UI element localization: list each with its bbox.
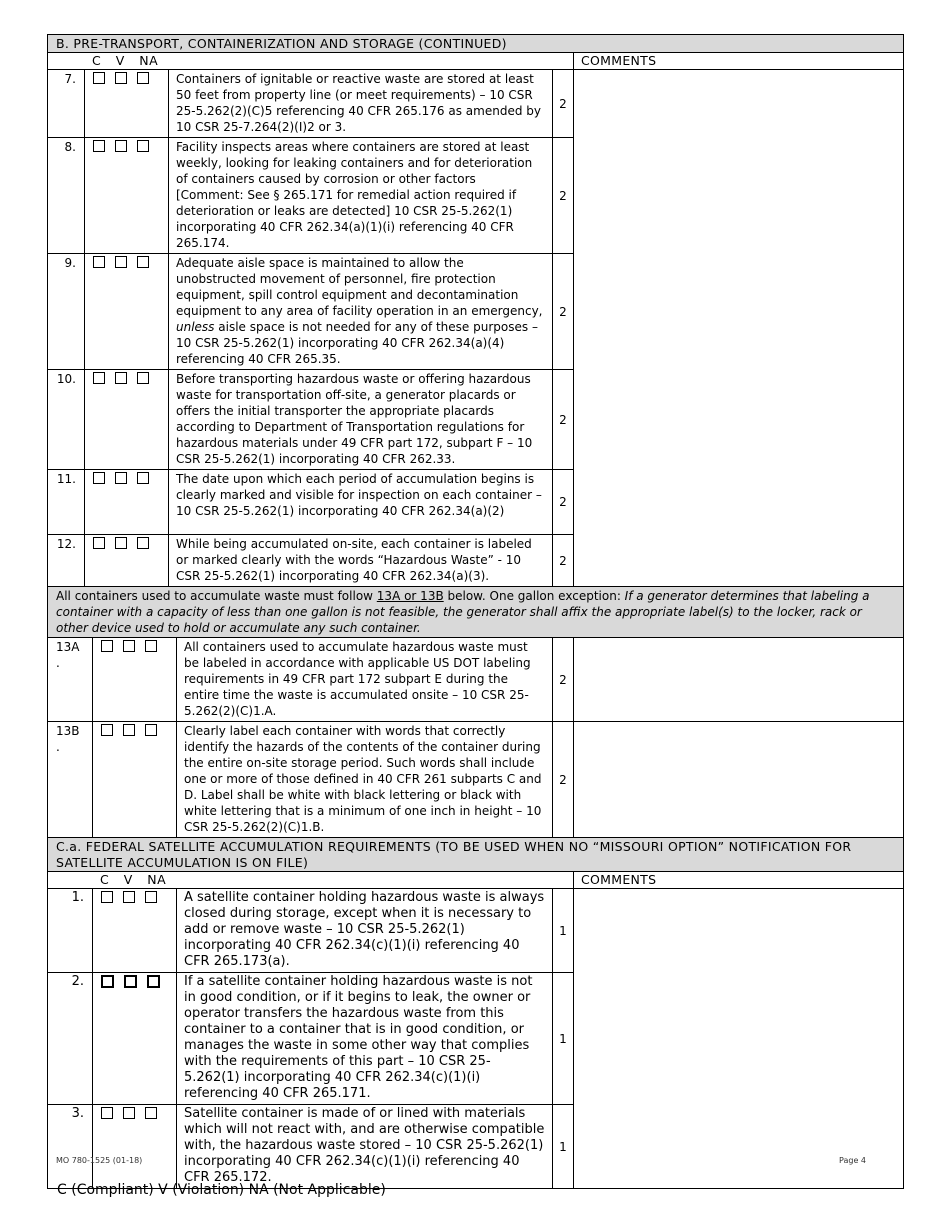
checkbox-violation[interactable]	[115, 537, 127, 549]
item-text: A satellite container holding hazardous waste is always closed during storage, except when it is necessary to add or remove waste – 10 CSR 25-5.262(1) incorporating 40 CFR 262.34(c)(1)(i) referencing 40 CFR 265.173(a).	[177, 889, 553, 973]
item-text: Before transporting hazardous waste or offering hazardous waste for transportation off-site, a generator placards or offers the initial transporter the appropriate placards according to Department of Transportation regulations for hazardous materials under 49 CFR part 172, subpart F – 10 CSR 25-5.262(1) incorporating 40 CFR 262.33.	[169, 370, 553, 470]
section-ca-title: C.a. FEDERAL SATELLITE ACCUMULATION REQUIREMENTS (TO BE USED WHEN NO “MISSOURI OPTION” NOTIFICATION FOR SATELLITE ACCUMULATION IS ON FILE)	[48, 838, 904, 872]
comments-field[interactable]	[574, 722, 904, 838]
item-text: Containers of ignitable or reactive waste are stored at least 50 feet from property line (or meet requirements) – 10 CSR 25-5.262(2)(C)5 referencing 40 CFR 265.176 as amended by 10 CSR 25-7.264(2)(I)2 or 3.	[169, 70, 553, 138]
checkbox-not-applicable[interactable]	[137, 372, 149, 384]
item-points: 2	[553, 470, 574, 535]
checkbox-violation[interactable]	[115, 372, 127, 384]
item-text: Satellite container is made of or lined with materials which will not react with, and are otherwise compatible with, the hazardous waste stored – 10 CSR 25-5.262(1) incorporating 40 CFR 262.34(c)(1)(i) referencing 40 CFR 265.172.	[177, 1105, 553, 1189]
checkbox-compliant[interactable]	[93, 372, 105, 384]
checkbox-not-applicable[interactable]	[137, 140, 149, 152]
cvna-checkboxes	[85, 535, 169, 587]
legend: C (Compliant) V (Violation) NA (Not Applicable)	[57, 1182, 386, 1198]
cvna-checkboxes	[93, 1105, 177, 1189]
checkbox-not-applicable[interactable]	[137, 472, 149, 484]
checkbox-compliant[interactable]	[101, 640, 113, 652]
note-mid: below. One gallon exception:	[443, 589, 625, 603]
item-points: 2	[553, 638, 574, 722]
item-points: 2	[553, 722, 574, 838]
inspection-form	[47, 34, 903, 1189]
item-9-text-italic: unless	[176, 320, 215, 334]
item-number: 1.	[48, 889, 93, 973]
section-b-13-table	[47, 637, 904, 1189]
item-points: 1	[553, 973, 574, 1105]
checkbox-compliant[interactable]	[101, 891, 113, 903]
cvna-checkboxes	[85, 470, 169, 535]
item-number: 2.	[48, 973, 93, 1105]
checkbox-violation[interactable]	[115, 472, 127, 484]
checkbox-compliant[interactable]	[93, 472, 105, 484]
checkbox-violation[interactable]	[115, 140, 127, 152]
note-13a-13b-link: 13A or 13B	[376, 589, 444, 603]
item-9-text-b: aisle space is not needed for any of these purposes – 10 CSR 25-5.262(1) incorporating 40 CFR 262.34(a)(4) referencing 40 CFR 265.35.	[176, 320, 538, 366]
item-points: 2	[553, 70, 574, 138]
cvna-checkboxes	[93, 889, 177, 973]
checkbox-not-applicable[interactable]	[145, 1107, 157, 1119]
checkbox-not-applicable[interactable]	[147, 975, 160, 988]
checkbox-compliant[interactable]	[93, 72, 105, 84]
checkbox-not-applicable[interactable]	[137, 72, 149, 84]
checkbox-violation[interactable]	[123, 891, 135, 903]
item-points: 2	[553, 535, 574, 587]
checkbox-not-applicable[interactable]	[145, 891, 157, 903]
cvna-checkboxes	[93, 638, 177, 722]
item-text: Facility inspects areas where containers are stored at least weekly, looking for leaking containers and for deterioration of containers caused by corrosion or other factors [Comment: See § 265.171 for remedial action required if deterioration or leaks are detected] 10 CSR 25-5.262(1) incorporating 40 CFR 262.34(a)(1)(i) referencing 40 CFR 265.174.	[169, 138, 553, 254]
cvna-header: C V NA	[48, 872, 574, 889]
cvna-checkboxes	[93, 973, 177, 1105]
item-number: 8.	[48, 138, 85, 254]
item-number: 3.	[48, 1105, 93, 1189]
item-text	[169, 254, 553, 370]
comments-field[interactable]	[574, 638, 904, 722]
checkbox-not-applicable[interactable]	[137, 537, 149, 549]
item-text: All containers used to accumulate hazardous waste must be labeled in accordance with applicable US DOT labeling requirements in 49 CFR part 172 subpart E during the entire time the waste is accumulated onsite – 10 CSR 25-5.262(2)(C)1.A.	[177, 638, 553, 722]
note-exception-text: If a generator determines that labeling a container with a capacity of less than one gallon is not feasible, the generator shall affix the appropriate label(s) to the locker, rack or other device used to hold or accumulate any such container.	[56, 589, 870, 635]
checkbox-not-applicable[interactable]	[137, 256, 149, 268]
checkbox-violation[interactable]	[115, 256, 127, 268]
item-points: 1	[553, 889, 574, 973]
checkbox-not-applicable[interactable]	[145, 724, 157, 736]
checkbox-violation[interactable]	[124, 975, 137, 988]
item-number: 13B .	[48, 722, 93, 838]
cvna-checkboxes	[93, 722, 177, 838]
checkbox-violation[interactable]	[123, 724, 135, 736]
checkbox-violation[interactable]	[123, 640, 135, 652]
cvna-checkboxes	[85, 70, 169, 138]
cvna-header: C V NA	[48, 53, 574, 70]
item-number: 7.	[48, 70, 85, 138]
item-number: 9.	[48, 254, 85, 370]
item-number: 13A .	[48, 638, 93, 722]
item-points: 2	[553, 370, 574, 470]
item-text: Clearly label each container with words that correctly identify the hazards of the contents of the container during the entire on-site storage period. Such words shall include one or more of those defined in 40 CFR 261 subparts C and D. Label shall be white with black lettering or black with white lettering that is a minimum of one inch in height – 10 CSR 25-5.262(2)(C)1.B.	[177, 722, 553, 838]
checkbox-compliant[interactable]	[101, 975, 114, 988]
comments-header: COMMENTS	[574, 53, 904, 70]
comments-field[interactable]	[574, 70, 904, 587]
page-number: Page 4	[839, 1156, 866, 1165]
checkbox-violation[interactable]	[115, 72, 127, 84]
item-text: While being accumulated on-site, each container is labeled or marked clearly with the words “Hazardous Waste” - 10 CSR 25-5.262(1) incorporating 40 CFR 262.34(a)(3).	[169, 535, 553, 587]
checkbox-not-applicable[interactable]	[145, 640, 157, 652]
cvna-checkboxes	[85, 254, 169, 370]
comments-field[interactable]	[574, 889, 904, 1189]
note-prefix: All containers used to accumulate waste must follow	[56, 589, 377, 603]
checkbox-compliant[interactable]	[101, 724, 113, 736]
item-points: 2	[553, 138, 574, 254]
section-b-table	[47, 34, 904, 638]
comments-header: COMMENTS	[574, 872, 904, 889]
item-number: 11.	[48, 470, 85, 535]
item-text: The date upon which each period of accumulation begins is clearly marked and visible for inspection on each container – 10 CSR 25-5.262(1) incorporating 40 CFR 262.34(a)(2)	[169, 470, 553, 535]
item-points: 2	[553, 254, 574, 370]
checkbox-compliant[interactable]	[93, 140, 105, 152]
form-id: MO 780-1525 (01-18)	[56, 1156, 143, 1165]
item-points: 1	[553, 1105, 574, 1189]
labeling-note	[48, 587, 904, 638]
item-text: If a satellite container holding hazardous waste is not in good condition, or if it begins to leak, the owner or operator transfers the hazardous waste from this container to a container that is in good condition, or manages the waste in some other way that complies with the requirements of this part – 10 CSR 25-5.262(1) incorporating 40 CFR 262.34(c)(1)(i) referencing 40 CFR 265.171.	[177, 973, 553, 1105]
checkbox-compliant[interactable]	[93, 256, 105, 268]
item-9-text-a: Adequate aisle space is maintained to allow the unobstructed movement of personnel, fire protection equipment, spill control equipment and decontamination equipment to any area of facility operation in an emergency,	[176, 256, 543, 318]
checkbox-compliant[interactable]	[93, 537, 105, 549]
item-number: 10.	[48, 370, 85, 470]
cvna-checkboxes	[85, 138, 169, 254]
item-number: 12.	[48, 535, 85, 587]
cvna-checkboxes	[85, 370, 169, 470]
checkbox-compliant[interactable]	[101, 1107, 113, 1119]
section-b-title: B. PRE-TRANSPORT, CONTAINERIZATION AND STORAGE (CONTINUED)	[48, 35, 904, 53]
checkbox-violation[interactable]	[123, 1107, 135, 1119]
